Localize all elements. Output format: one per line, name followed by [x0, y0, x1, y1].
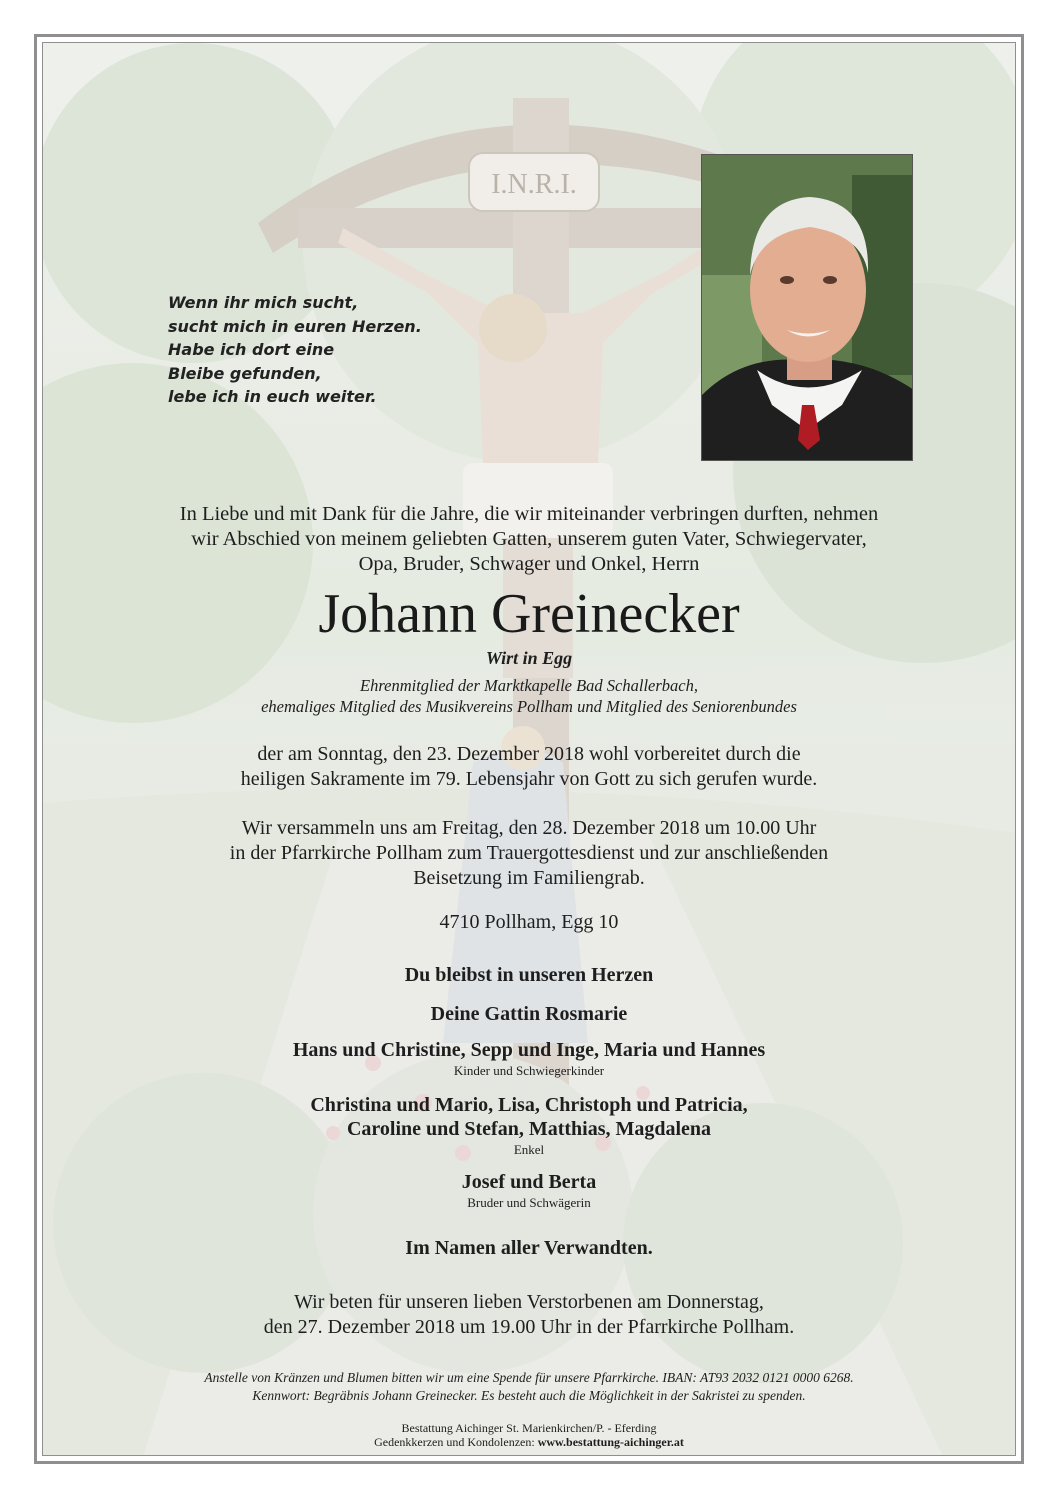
- donation-note: [0, 1369, 1058, 1405]
- prayer-line: den 27. Dezember 2018 um 19.00 Uhr in der Pfarrkirche Pollham.: [263, 1316, 795, 1338]
- intro-line: Opa, Bruder, Schwager und Onkel, Herrn: [358, 553, 700, 575]
- poem-line: sucht mich in euren Herzen.: [168, 316, 422, 336]
- funeral-service-text: [0, 816, 1058, 891]
- undertaker-info: [0, 1421, 1058, 1449]
- inri-sign: I.N.R.I.: [491, 169, 577, 200]
- service-line: Beisetzung im Familiengrab.: [413, 867, 645, 889]
- poem-line: Bleibe gefunden,: [168, 363, 322, 383]
- honors-line: ehemaliges Mitglied des Musikvereins Pollham und Mitglied des Seniorenbundes: [261, 696, 797, 716]
- prayer-line: Wir beten für unseren lieben Verstorbenen am Donnerstag,: [294, 1291, 764, 1313]
- poem-line: Wenn ihr mich sucht,: [168, 293, 359, 312]
- spouse: Deine Gattin Rosmarie: [430, 1003, 628, 1025]
- poem-line: lebe ich in euch weiter.: [168, 387, 377, 406]
- address: 4710 Pollham, Egg 10: [439, 911, 619, 933]
- service-line: Wir versammeln uns am Freitag, den 28. Dezember 2018 um 10.00 Uhr: [241, 817, 817, 839]
- honors-text: [0, 676, 1058, 717]
- prayer-text: [0, 1290, 1058, 1340]
- passing-line: der am Sonntag, den 23. Dezember 2018 wohl vorbereitet durch die: [257, 743, 801, 765]
- portrait-photo: [701, 154, 913, 461]
- condolence-label: Gedenkkerzen und Kondolenzen:: [374, 1435, 538, 1449]
- memorial-poem: [168, 291, 422, 409]
- poem-line: Habe ich dort eine: [168, 340, 335, 359]
- undertaker-line: [0, 1435, 1058, 1449]
- motto: Du bleibst in unseren Herzen: [404, 964, 654, 986]
- passing-text: [0, 742, 1058, 792]
- donation-line: Anstelle von Kränzen und Blumen bitten wir um eine Spende für unsere Pfarrkirche. IBAN: AT93 2032 0121 0000 6268.: [204, 1370, 854, 1385]
- service-line: in der Pfarrkirche Pollham zum Trauergottesdienst und zur anschließenden: [229, 842, 829, 864]
- siblings-label: Bruder und Schwägerin: [467, 1195, 591, 1210]
- intro-line: In Liebe und mit Dank für die Jahre, die wir miteinander verbringen durften, nehmen: [179, 503, 879, 525]
- siblings: Josef und Berta: [461, 1171, 597, 1193]
- intro-text: [0, 502, 1058, 577]
- undertaker-line: Bestattung Aichinger St. Marienkirchen/P. - Eferding: [401, 1421, 657, 1435]
- honors-line: Ehrenmitglied der Marktkapelle Bad Schallerbach,: [359, 676, 698, 695]
- children-label: Kinder und Schwiegerkinder: [453, 1063, 605, 1078]
- grandchildren-line: Caroline und Stefan, Matthias, Magdalena: [346, 1118, 712, 1140]
- closing: Im Namen aller Verwandten.: [405, 1237, 653, 1259]
- grandchildren-label: Enkel: [513, 1142, 545, 1157]
- children: Hans und Christine, Sepp und Inge, Maria und Hannes: [292, 1039, 766, 1061]
- grandchildren-line: Christina und Mario, Lisa, Christoph und Patricia,: [310, 1094, 748, 1116]
- deceased-title: Wirt in Egg: [485, 648, 573, 668]
- intro-line: wir Abschied von meinem geliebten Gatten, unserem guten Vater, Schwiegervater,: [191, 528, 867, 550]
- deceased-name: Johann Greinecker: [318, 583, 740, 645]
- undertaker-website-link[interactable]: www.bestattung-aichinger.at: [537, 1435, 684, 1449]
- donation-line: Kennwort: Begräbnis Johann Greinecker. Es besteht auch die Möglichkeit in der Sakristei zu spenden.: [252, 1388, 806, 1403]
- passing-line: heiligen Sakramente im 79. Lebensjahr von Gott zu sich gerufen wurde.: [240, 768, 818, 790]
